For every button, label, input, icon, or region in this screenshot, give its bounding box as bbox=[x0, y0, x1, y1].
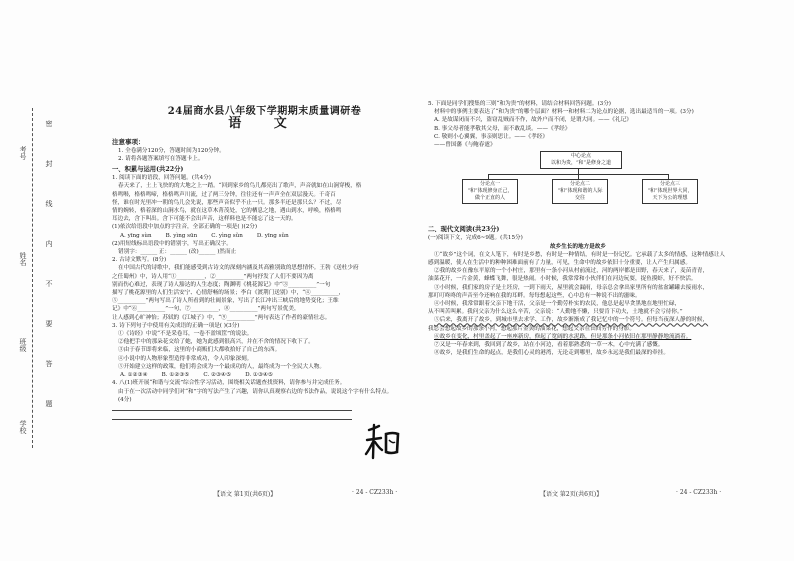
material-source: ——曾国藩《与鲍春霆》 bbox=[434, 142, 496, 149]
passage-line: ⑤后来，我离开了故乡，到城市里去求学、工作，故乡渐渐成了我记忆中的一个符号。但每当夜深人静的时候， bbox=[434, 317, 709, 324]
sub-argument-title: 分论点三 bbox=[659, 181, 680, 188]
passage-line: ⑥故乡在变化，村里盖起了一座座新房，修起了宽阔的水泥路，但是那条小河依旧在那里静静地流淌着。 bbox=[434, 333, 692, 340]
passage-line: 由于在一次活动中同学们对“和”字的写法产生了兴趣，请你认真观察右边的书法作品，说说这个字有什么特点。 bbox=[118, 388, 393, 395]
material-item: A. 是故谋闭而不兴，盗窃乱贼而不作，故外户而不闭，是谓大同。——《礼记》 bbox=[434, 117, 632, 124]
argument-mind-map bbox=[428, 151, 728, 223]
statement: ⑤开始建立这样的政策，他们将会成为一个最成功的人，最终成为一个全民大人物。 bbox=[118, 363, 325, 370]
passage-line: ⑦又是一年春来到，我回到了故乡，站在小河边，看着那熟悉的一草一木，心中充满了感慨。 bbox=[434, 342, 664, 349]
statement: ③由于春节即将来临，这里的小商贩们大都收拾好了自己的东西。 bbox=[118, 347, 281, 354]
sub-argument-box-3 bbox=[642, 179, 698, 204]
material-item: B. 事父母者能孝敬其父母，而不敢乱谈。——《孝经》 bbox=[434, 125, 571, 132]
passage-line: ④小时候，我常常跟着父亲下地干活，父亲是一个勤劳朴实的农民，他总是起早贪黑地在地里忙碌， bbox=[434, 301, 681, 308]
question-heading: 4. 八(1)班开展“和谐与交流”综合性学习活动，围绕相关话题查找资料，请你参与并完成任务。 bbox=[112, 380, 346, 387]
option-b[interactable]: B. yìng sūn bbox=[165, 232, 198, 239]
choice-c[interactable]: C. ②③④⑤ bbox=[203, 372, 232, 379]
choice-b[interactable]: B. ①②③⑤ bbox=[161, 372, 190, 379]
seal-char: 内 bbox=[45, 240, 53, 247]
binding-line bbox=[32, 108, 33, 448]
passage-line: 从不叫苦叫累。我问父亲为什么这么辛苦，父亲说：“人勤地不懒，只要肯下功夫，土地就不会亏待你。” bbox=[428, 309, 683, 316]
seal-char: 要 bbox=[45, 320, 53, 327]
side-label-kaohao: 考号 bbox=[19, 146, 27, 160]
question-heading: 3. 诗下列句子中使用有关成语的正确一项是( )(3分) bbox=[112, 322, 240, 329]
passage-line: 怪，谁在时光里冲一朝的鸟儿会先说，那些声音似乎不止一只。那多半还是那只么？不过，尽 bbox=[112, 199, 342, 206]
passage-line[interactable]: 之任蜀州》中，诗人用“①__________，②__________”两句抒发了人们不要因为离 bbox=[112, 273, 314, 280]
passage-line: ⑧故乡，是我们生命的起点，是我们心灵的港湾，无论走到哪里，故乡永远是我们最深的牵挂。 bbox=[434, 350, 669, 357]
option-d[interactable]: D. yīng sǔn bbox=[256, 232, 289, 239]
center-title: 中心论点 bbox=[570, 153, 591, 160]
side-label-name: 姓名 bbox=[19, 252, 27, 266]
passage-line[interactable]: ⑤__________”两句写出了诗人所看到的壮阔景象，写出了长江冲出三峡后的地势变化；王维 bbox=[112, 298, 339, 305]
passage-line[interactable]: 记》中“⑥__________”一句，⑦__________，⑧__________”两句写景优美， bbox=[112, 306, 300, 313]
side-label-school: 学校 bbox=[19, 420, 27, 434]
seal-char: 线 bbox=[45, 200, 53, 207]
passage-line: 格鸣啭，格格鸣啼，格格鸣声川流，过了两三分钟，往往还有一声声全在双层漫天。千奇百 bbox=[112, 191, 336, 198]
question-heading: 5. 下面是同学们搜集的三则“和为贵”的材料，请结合材料回答问题。(3分) bbox=[428, 101, 611, 107]
footer-code-two: · 24 - CZ233h · bbox=[676, 489, 722, 496]
seal-char: 密 bbox=[45, 120, 53, 127]
passage-line: 春天来了，土上飞快的的大地之上一踏。“回到家乡的鸟儿都亮出了歌声，声音就如在山涧穿梭，格 bbox=[118, 183, 362, 190]
choice-d[interactable]: D. ①③④⑤ bbox=[245, 372, 273, 379]
statement: ①《诗经》中说“不是采卷耳，一卷不盈顷筐”的说法。 bbox=[118, 331, 253, 338]
question-intro: 材料中的事例主要表达了“和为贵”的哪个层面？材料一和材料二为论点的论据，选出最适当的一项。(3分) bbox=[434, 109, 694, 116]
calligraphy-he-icon bbox=[365, 422, 401, 462]
page-two bbox=[428, 100, 728, 460]
passage-line: 我总会想起故乡的那条小河，想起那片金黄的油菜花，想起父亲在田间劳作的身影。 bbox=[428, 325, 635, 332]
choice-a[interactable]: A. ①②③④ bbox=[120, 372, 148, 379]
question-heading: 1. 阅读下面的语段，回答问题。(共4分) bbox=[112, 175, 211, 182]
sub-argument-body: “和”体现世界大同，天下为公的理想 bbox=[647, 188, 693, 202]
sub-question: (1)依次给语段中加点的字注音，全部正确的一项是( )(2分) bbox=[112, 224, 258, 231]
exam-title: 24届商水县八年级下学期期末质量调研卷 bbox=[167, 106, 362, 117]
notice-heading: 注意事项： bbox=[112, 138, 145, 147]
sub-argument-box-2 bbox=[552, 179, 608, 204]
passage-line[interactable]: 别而伤心难过，表现了诗人豁达的人生态度；陶渊明《桃花源记》中“③__________”一句 bbox=[112, 281, 331, 288]
passage-line[interactable]: 描写了桃花源里的人们生活安宁、心情舒畅的场景；李白《渡荆门送别》中，“④__________， bbox=[112, 290, 345, 297]
seal-char: 封 bbox=[45, 160, 53, 167]
passage-subheading: (一)阅读下文，完成6~9题。(共15分) bbox=[428, 235, 523, 242]
passage-line: ③小时候，我们家的房子是土坯房，一到下雨天，屋里就会漏雨，母亲总会拿出家里所有的盆盆罐罐去接雨水， bbox=[434, 284, 709, 291]
passage-line: 耳边去，含下叫出。含下可能不会出声音，这样料也是不能忘了这一天的。 bbox=[112, 216, 297, 223]
passage-line[interactable]: 让人感到心旷神怡；苏轼的《江城子》中，“⑨__________”两句表达了作者的豪情壮志。 bbox=[112, 314, 331, 321]
sub-argument-box-1 bbox=[462, 179, 518, 204]
option-row bbox=[112, 232, 417, 240]
material-item: C. 敬则小心翼翼，事亲则思让。——《孝经》 bbox=[434, 133, 548, 140]
passage-line: 那叮叮咚咚的声音至今还响在我的耳畔。每每想起这些，心中总有一种说不出的滋味。 bbox=[428, 292, 641, 299]
center-argument-box bbox=[540, 151, 622, 169]
passage-line: ②我的故乡在豫东平原的一个小村庄，那里有一条小河从村前流过，河的两岸都是田野，春天来了，麦苗青青， bbox=[434, 268, 709, 275]
footer-page-one: 【语文 第1页(共6页)】 bbox=[214, 491, 277, 498]
sub-argument-title: 分论点二 bbox=[569, 181, 590, 188]
passage-line: 感到温暖，使人在生活中的种种困难面前有了力量，可见，生命中的故乡依旧十分重要，让人产生归属感。 bbox=[428, 260, 691, 267]
passage-line: ①“故乡”这个词，在文人笔下，有时是乡愁，有时是一种情结，有时是一份记忆。它承载了太多的情感，这种情感让人 bbox=[434, 251, 726, 258]
sub-argument-body: “和”体现修身正己，做个正直的人 bbox=[467, 188, 513, 202]
sub-argument-title: 分论点一 bbox=[479, 181, 500, 188]
seal-char: 不 bbox=[45, 280, 53, 287]
center-sub: 以和为贵，“和”是修身之道 bbox=[550, 160, 612, 167]
passage-line: 在中国古代的诗歌中，我们能感受到古诗文的深刻内涵及其高雅别致的思想情怀。王勃《送杜少府 bbox=[118, 265, 359, 272]
passage-title: 故乡生长的地方是故乡 bbox=[550, 243, 606, 250]
answer-line[interactable] bbox=[112, 419, 352, 420]
question-heading: 2. 古诗文默写。(8分) bbox=[112, 257, 167, 264]
seal-char: 答 bbox=[45, 360, 53, 367]
notice-item: 2. 请将各题答案填写在答题卡上。 bbox=[118, 155, 204, 162]
page-one bbox=[112, 100, 417, 460]
seal-char: 题 bbox=[45, 400, 53, 407]
footer-page-two: 【语文 第2页(共6页)】 bbox=[540, 491, 603, 498]
choice-row bbox=[112, 371, 417, 379]
passage-line: (4分) bbox=[118, 396, 132, 403]
statement: ②他把手中的那朵花交给了她，她为此感到很高兴，并在不舍的情况下收下了。 bbox=[118, 339, 314, 346]
sub-question: (2)用短线标出语段中的错别字，写出正确汉字。 bbox=[112, 240, 232, 247]
side-label-class: 班级 bbox=[19, 338, 27, 352]
sub-argument-body: “和”体现和谐的人际交往 bbox=[557, 188, 603, 202]
statement: ④小说中的人物形象塑造得非常成功，令人印象深刻。 bbox=[118, 355, 253, 362]
footer-code-one: · 24 - CZ233h · bbox=[352, 489, 398, 496]
section-heading: 二、现代文阅读(共23分) bbox=[428, 226, 500, 234]
answer-line[interactable] bbox=[112, 410, 352, 411]
option-c[interactable]: C. yìng sǔn bbox=[211, 232, 243, 239]
subject-title: 语 文 bbox=[228, 116, 301, 132]
passage-line: 情的婉转，格着深的山涧水鸟，就在这草木菁茂处，它的栖息之地，遇山到水，呼唤，格格鸣 bbox=[112, 208, 342, 215]
passage-line: 油菜花开，一片金黄，蜂蝶飞舞，很是热闹。小时候，我常常和小伙伴们在河边玩耍，捉鱼摸虾，好不快活。 bbox=[428, 276, 697, 283]
option-a[interactable]: A. yīng sùn bbox=[120, 232, 152, 239]
section-heading: 一、积累与运用(共22分) bbox=[112, 166, 184, 174]
fill-blank[interactable]: 错别字：______ 正：______ (改)______ )然而止 bbox=[118, 249, 237, 256]
notice-item: 1. 全卷满分120分，答题时间为120分钟。 bbox=[118, 147, 225, 154]
